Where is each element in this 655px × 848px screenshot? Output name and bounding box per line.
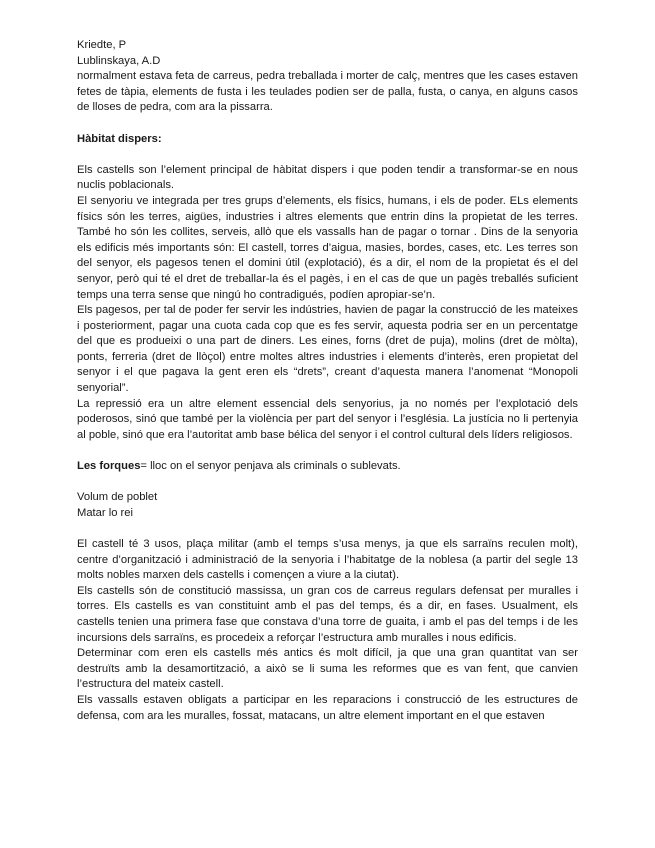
body-paragraph: Els castells son l’element principal de hàbitat dispers i que poden tendir a transformar-se en nous nuclis poblacionals.: [77, 163, 578, 192]
forques-text: = lloc on el senyor penjava als criminals o sublevats.: [140, 460, 401, 473]
body-paragraph: Els pagesos, per tal de poder fer servir les indústries, havien de pagar la construcció de les mateixes i posteriorment, pagar una cuota cada cop que es fes servir, aquesta podria ser en un percentatge del que es produeixi o una part de diners. Les eines, forns (dret de puja), molins (dret de mòlta), ponts, ferreria (dret de llòçol) entre moltes altres industries i elements d’interès, eren propietat del senyor i el que pagava la gent eren els “drets”, creant d’aquesta manera l’anomenat “Monopoli senyorial”.: [77, 304, 578, 395]
section-heading: Hàbitat dispers:: [77, 132, 162, 145]
paragraph-gap: [77, 443, 578, 459]
document-page: [77, 38, 578, 724]
intro-paragraph: normalment estava feta de carreus, pedra treballada i morter de calç, mentres que les cases estaven fetes de tàpia, elements de fusta i les teulades podien ser de palla, fusta, o canya, en alguns casos de lloses de pedra, com ara la pissarra.: [77, 70, 578, 114]
forques-term: Les forques: [77, 460, 141, 473]
body-paragraph: El castell té 3 usos, plaça militar (amb el temps s’usa menys, ja que els sarraïns reculen molt), centre d’organització i administració de la senyoria i l’habitatge de la noblesa (a partir del segle 13 molts nobles marxen dels castells i començen a viure a la ciutat).: [77, 538, 578, 582]
paragraph-gap: [77, 521, 578, 537]
paragraph-gap: [77, 147, 578, 163]
author-list: [77, 38, 578, 69]
body-paragraph: Determinar com eren els castells més antics és molt difícil, ja que una gran quantitat van ser destruïts amb la desamortització, a això se li suma les reformes que es van fent, que canvien l’estructura del mateix castell.: [77, 647, 578, 691]
body-paragraph: Els vassalls estaven obligats a participar en les reparacions i construcció de les estructures de defensa, com ara les muralles, fossat, matacans, un altre element important en el que estaven: [77, 693, 578, 722]
body-paragraph: El senyoriu ve integrada per tres grups d’elements, els físics, humans, i els de poder. ELs elements físics són les terres, aigües, industries i altres elements que entrin dins la propietat de les terres. També ho són les collites, serveis, allò que els vassalls han de pagar o tornar . Dins de la senyoria els edificis més importants són: El castell, torres d’aigua, masies, bordes, cases, etc. Les terres son del senyor, els pagesos tenen el domini útil (explotació), és a dir, el nom de la propietat és el del senyor, però qui té el dret de treballar-la és el pagès, i en el cas de que un pagès treballés suficient temps una terra sense que ningú ho contradigués, podíen apropiar-se’n.: [77, 194, 578, 301]
forques-definition: [77, 459, 578, 475]
paragraph-gap: [77, 116, 578, 132]
paragraph-gap: [77, 475, 578, 491]
body-paragraph: La repressió era un altre element essencial dels senyorius, ja no només per l’explotació dels poderosos, sinó que també per la violència per part del senyor i l’església. La justícia no li pertenyia al poble, sinó que era l’autoritat amb base bélica del senyor i el control cultural dels líders religiosos.: [77, 397, 578, 441]
body-paragraph: Els castells són de constitució massissa, un gran cos de carreus regulars defensat per muralles i torres. Els castells es van constituint amb el pas del temps, és a dir, en fases. Usualment, els castells tenien una primera fase que constava d’una torre de guaita, i amb el pas del temps i de les incursions dels sarraïns, es procedeix a reforçar l’estructura amb muralles i nous edificis.: [77, 584, 578, 644]
note-line: Matar lo rei: [77, 506, 133, 519]
note-line: Volum de poblet: [77, 491, 158, 504]
author-name: Lublinskaya, A.D: [77, 54, 161, 67]
author-name: Kriedte, P: [77, 39, 127, 51]
